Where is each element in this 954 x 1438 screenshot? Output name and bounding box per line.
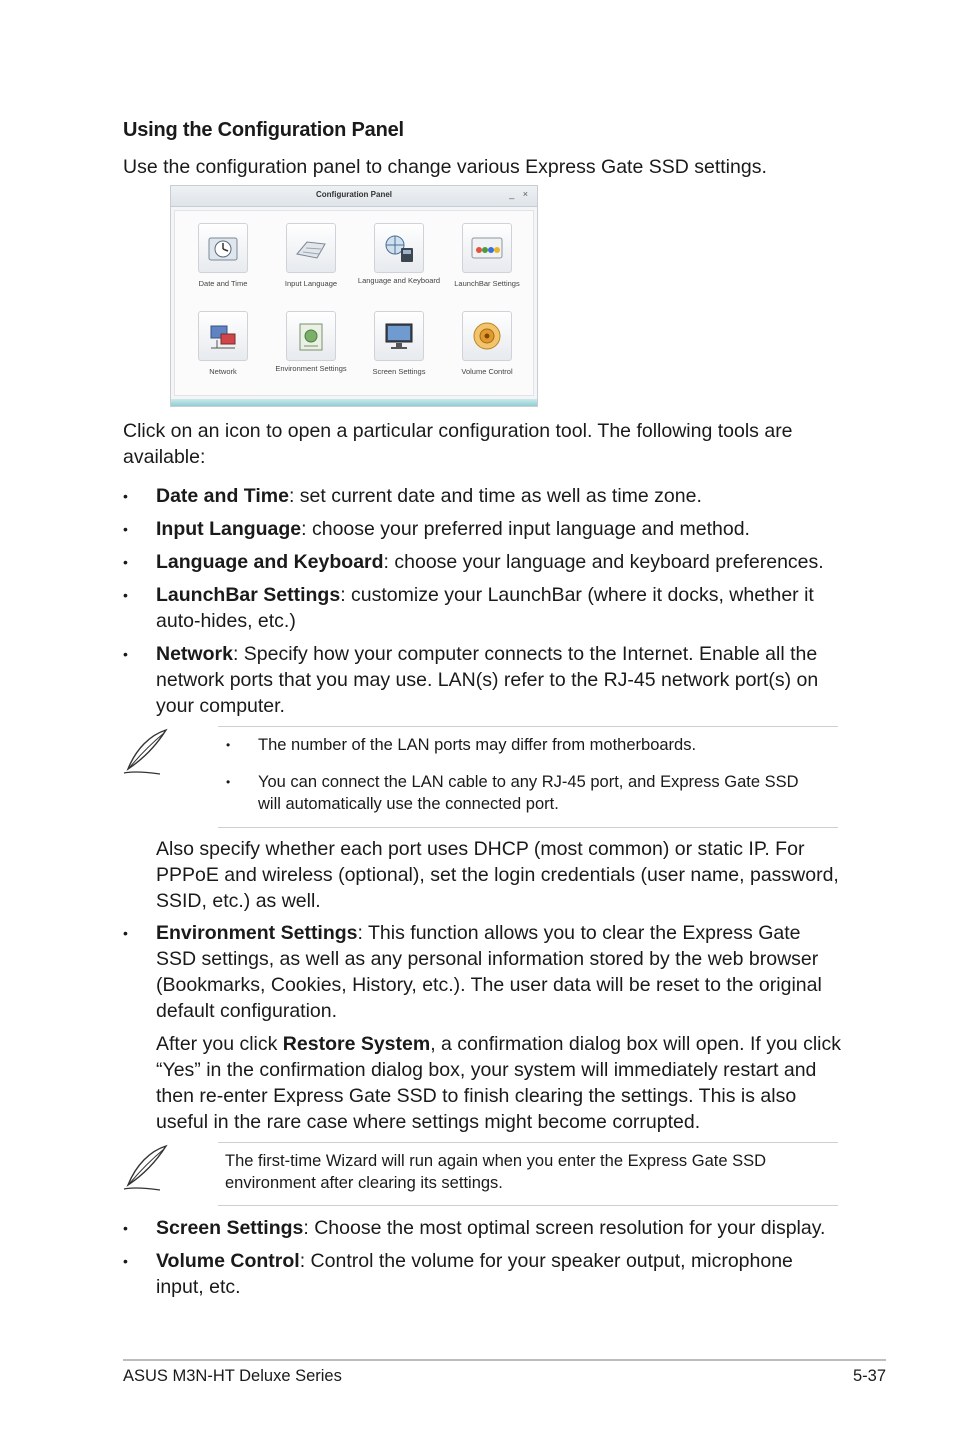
tool-launchbar-settings[interactable] (443, 223, 531, 288)
restore-system-term: Restore System (282, 1033, 431, 1055)
quill-note-icon (120, 727, 172, 777)
note-box-lan-ports (218, 726, 838, 828)
network-continuation-paragraph: Also specify whether each port uses DHCP (most common) or static IP. For PPPoE and wireless (optional), set the login credentials (user name, password, SSID, etc.) as well. (156, 838, 839, 912)
keyboard-icon (286, 223, 336, 273)
panel-body (174, 210, 534, 396)
bullet-description: : choose your language and keyboard preferences. (383, 551, 824, 573)
date-time-icon (198, 223, 248, 273)
bullet-environment-settings (123, 920, 843, 1024)
bullet-description: : This function allows you to clear the Express Gate SSD settings, as well as any personal information stored by the web browser (Bookmarks, Cookies, History, etc.). The user data will be reset to the original default configuration. (156, 922, 822, 1022)
tool-date-and-time[interactable] (179, 223, 267, 288)
tool-environment-settings[interactable] (267, 311, 355, 373)
tool-label: LaunchBar Settings (454, 279, 520, 288)
tools-intro-paragraph: Click on an icon to open a particular configuration tool. The following tools are available: (123, 420, 793, 468)
bullet-description: : Choose the most optimal screen resolution for your display. (303, 1217, 826, 1239)
bullet-mark: • (123, 587, 128, 603)
configuration-panel-screenshot (170, 185, 538, 407)
tool-screen-settings[interactable] (355, 311, 443, 376)
bullet-term: Date and Time (156, 485, 289, 507)
tool-label: Volume Control (461, 367, 513, 376)
note-text: The number of the LAN ports may differ from motherboards. (258, 736, 697, 754)
globe-keyboard-icon (374, 223, 424, 273)
panel-titlebar (171, 186, 537, 207)
bullet-term: LaunchBar Settings (156, 584, 341, 606)
panel-bottom-bar (171, 399, 537, 406)
footer-product-name: ASUS M3N-HT Deluxe Series (123, 1367, 342, 1385)
bullet-description: : set current date and time as well as time zone. (288, 485, 702, 507)
bullet-launchbar-settings (123, 582, 823, 634)
note-text: You can connect the LAN cable to any RJ-45 port, and Express Gate SSD will automatically use the connected port. (258, 773, 799, 813)
section-title: Using the Configuration Panel (123, 119, 404, 141)
intro-paragraph: Use the configuration panel to change various Express Gate SSD settings. (123, 156, 767, 178)
note-text: The first-time Wizard will run again when you enter the Express Gate SSD environment after clearing its settings. (225, 1152, 767, 1192)
bullet-mark: • (123, 488, 128, 504)
bullet-description: : Specify how your computer connects to the Internet. Enable all the network ports that you may use. LAN(s) refer to the RJ-45 network port(s) on your computer. (156, 643, 819, 717)
bullet-language-and-keyboard (123, 549, 843, 575)
footer-divider (123, 1359, 886, 1361)
restore-text-before: After you click (156, 1033, 283, 1055)
restore-text-after: , a confirmation dialog box will open. If you click “Yes” in the confirmation dialog box, your system will immediately restart and then re-enter Express Gate SSD to finish clearing the settings. This is also useful in the rare case where settings might become corrupted. (156, 1033, 841, 1133)
tool-label: Input Language (284, 279, 338, 288)
bullet-volume-control (123, 1248, 813, 1300)
tool-network[interactable] (179, 311, 267, 376)
bullet-mark: • (123, 554, 128, 570)
bullet-mark: • (226, 775, 231, 789)
bullet-term: Network (156, 643, 233, 665)
monitor-icon (374, 311, 424, 361)
tool-label: Date and Time (198, 279, 248, 288)
bullet-description: : choose your preferred input language and method. (301, 518, 750, 540)
tool-label: Environment Settings (275, 364, 347, 373)
bullet-mark: • (123, 1253, 128, 1269)
tool-label: Screen Settings (372, 367, 426, 376)
bullet-date-and-time (123, 483, 843, 509)
tool-language-and-keyboard[interactable] (355, 223, 443, 285)
bullet-term: Screen Settings (156, 1217, 304, 1239)
bullet-mark: • (123, 646, 128, 662)
bullet-term: Input Language (156, 518, 302, 540)
bullet-input-language (123, 516, 843, 542)
bullet-screen-settings (123, 1215, 843, 1241)
bullet-term: Environment Settings (156, 922, 358, 944)
bullet-mark: • (123, 521, 128, 537)
bullet-mark: • (123, 925, 128, 941)
note-item (218, 734, 838, 756)
bullet-network (123, 641, 823, 719)
bullet-mark: • (226, 738, 231, 752)
launchbar-icon (462, 223, 512, 273)
bullet-term: Volume Control (156, 1250, 300, 1272)
restore-system-paragraph (156, 1031, 846, 1135)
note-item (218, 771, 818, 815)
tool-label: Language and Keyboard (357, 276, 441, 285)
tool-input-language[interactable] (267, 223, 355, 288)
bullet-mark: • (123, 1220, 128, 1236)
network-icon (198, 311, 248, 361)
tool-volume-control[interactable] (443, 311, 531, 376)
footer-page-number: 5-37 (852, 1367, 886, 1385)
bullet-description: : Control the volume for your speaker output, microphone input, etc. (156, 1250, 793, 1298)
window-controls: _ × (509, 189, 531, 199)
bullet-term: Language and Keyboard (156, 551, 384, 573)
note-box-wizard (218, 1142, 838, 1206)
tool-label: Network (209, 367, 237, 376)
environment-icon (286, 311, 336, 361)
quill-note-icon (120, 1143, 172, 1193)
bullet-description: : customize your LaunchBar (where it docks, whether it auto-hides, etc.) (156, 584, 814, 632)
speaker-icon (462, 311, 512, 361)
panel-title: Configuration Panel (316, 190, 392, 199)
